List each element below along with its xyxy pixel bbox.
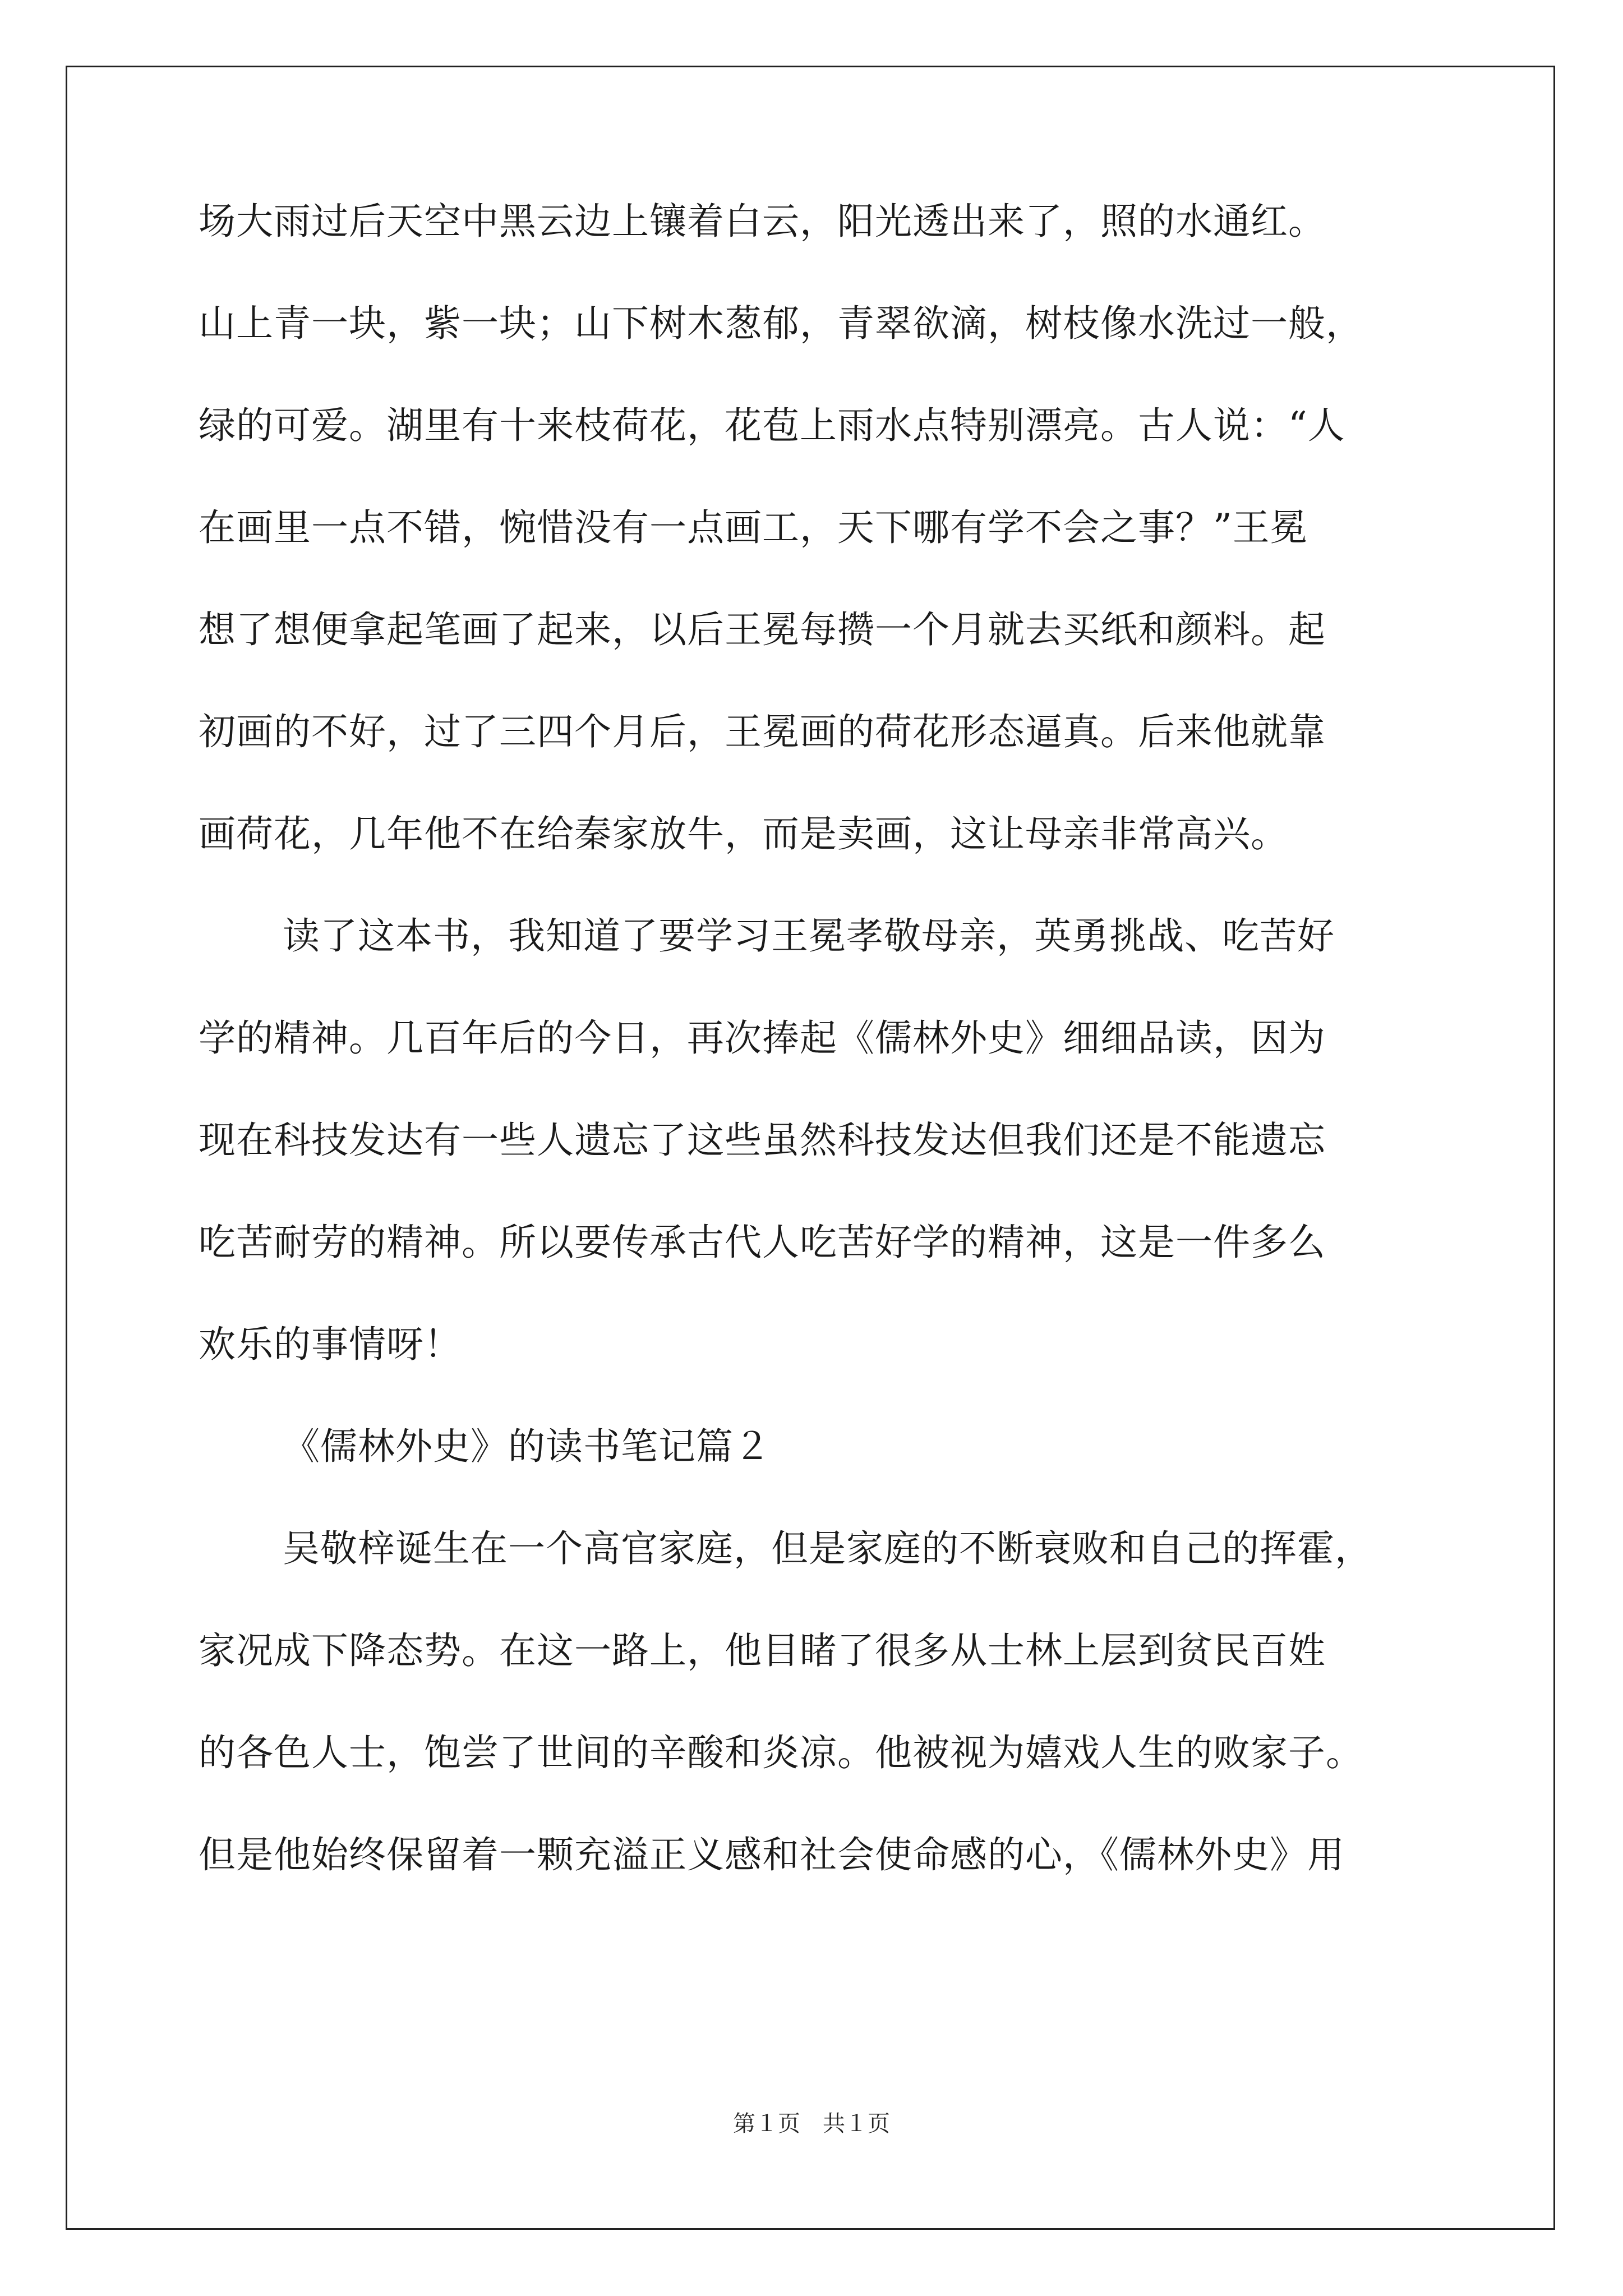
paragraph-start-line: 吴敬梓诞生在一个高官家庭，但是家庭的不断衰败和自己的挥霍， [283, 1527, 1372, 1570]
text-line: 绿的可爱。湖里有十来枝荷花，花苞上雨水点特别漂亮。古人说：“人 [199, 404, 1345, 447]
text-line: 现在科技发达有一些人遗忘了这些虽然科技发达但我们还是不能遗忘 [199, 1119, 1326, 1162]
paragraph-start-line: 读了这本书，我知道了要学习王冕孝敬母亲，英勇挑战、吃苦好 [283, 914, 1335, 958]
text-line: 在画里一点不错，惋惜没有一点画工，天下哪有学不会之事？”王冕 [199, 506, 1308, 549]
text-line: 想了想便拿起笔画了起来，以后王冕每攒一个月就去买纸和颜料。起 [199, 608, 1326, 651]
text-line: 山上青一块，紫一块；山下树木葱郁，青翠欲滴，树枝像水洗过一般， [199, 302, 1363, 345]
text-line: 吃苦耐劳的精神。所以要传承古代人吃苦好学的精神，这是一件多么 [199, 1221, 1326, 1264]
text-line: 画荷花，几年他不在给秦家放牛，而是卖画，这让母亲非常高兴。 [199, 812, 1288, 855]
text-line: 家况成下降态势。在这一路上，他目睹了很多从士林上层到贫民百姓 [199, 1629, 1326, 1672]
text-line: 欢乐的事情呀！ [199, 1323, 462, 1366]
page-total: 共１页 [823, 2111, 890, 2137]
section-heading: 《儒林外史》的读书笔记篇２ [283, 1425, 771, 1468]
text-line: 场大雨过后天空中黑云边上镶着白云，阳光透出来了，照的水通红。 [199, 200, 1326, 243]
text-line: 初画的不好，过了三四个月后，王冕画的荷花形态逼真。后来他就靠 [199, 710, 1326, 753]
text-line: 但是他始终保留着一颗充溢正义感和社会使命感的心，《儒林外史》用 [199, 1833, 1345, 1876]
text-line: 的各色人士，饱尝了世间的辛酸和炎凉。他被视为嬉戏人生的败家子。 [199, 1731, 1363, 1774]
text-line: 学的精神。几百年后的今日，再次捧起《儒林外史》细细品读，因为 [199, 1016, 1326, 1060]
page-footer [0, 2108, 1623, 2139]
page-number: 第１页 [733, 2111, 800, 2137]
